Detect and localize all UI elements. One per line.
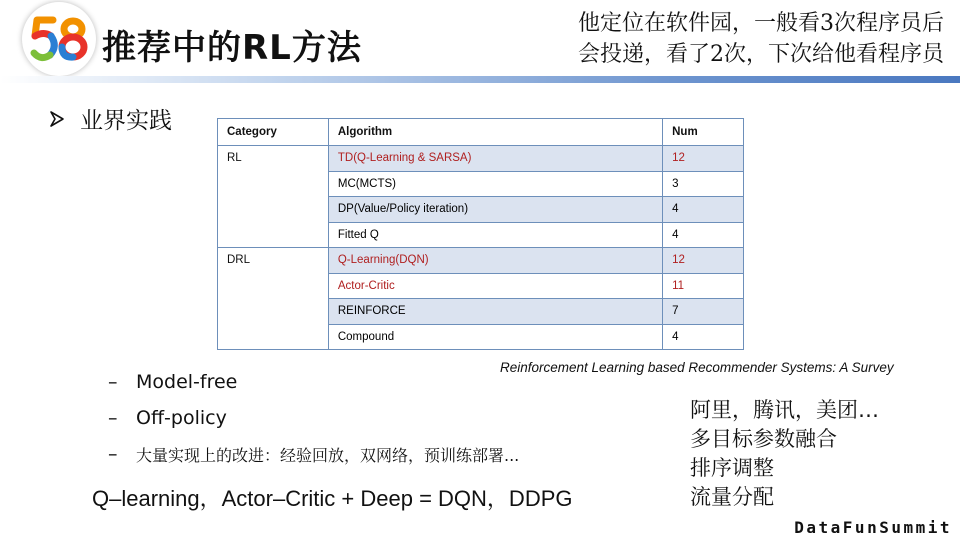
- algorithm-cell: Compound: [328, 324, 662, 350]
- algorithm-cell: REINFORCE: [328, 299, 662, 325]
- bullet-text: 大量实现上的改进：经验回放，双网络，预训练部署...: [136, 445, 520, 465]
- algorithm-cell: Actor-Critic: [328, 273, 662, 299]
- logo: [22, 2, 96, 76]
- bullet-text: Model-free: [136, 371, 238, 393]
- list-item: [108, 400, 519, 436]
- brand-watermark: DataFunSummit: [794, 518, 952, 537]
- algorithm-cell: Fitted Q: [328, 222, 662, 248]
- arrow-bullet-icon: [48, 110, 66, 128]
- num-cell: 3: [663, 171, 744, 197]
- company-applications: [690, 396, 879, 512]
- algorithm-cell: MC(MCTS): [328, 171, 662, 197]
- list-item: [108, 364, 519, 400]
- company-line: 阿里，腾讯，美团…: [690, 398, 879, 422]
- table-row: [218, 248, 744, 274]
- num-cell: 4: [663, 197, 744, 223]
- bullet-dash: –: [108, 371, 118, 393]
- citation: Reinforcement Learning based Recommender Systems: A Survey: [500, 360, 894, 375]
- header-note: [524, 8, 944, 70]
- header-category: Category: [218, 119, 329, 146]
- algorithm-table: [217, 118, 744, 350]
- bullet-list: [108, 364, 519, 472]
- num-cell: 7: [663, 299, 744, 325]
- header-note-line-2: 会投递，看了2次，下次给他看程序员: [578, 42, 944, 67]
- algorithm-cell: TD(Q-Learning & SARSA): [328, 146, 662, 172]
- company-line: 排序调整: [690, 456, 774, 480]
- num-cell: 11: [663, 273, 744, 299]
- table-header-row: [218, 119, 744, 146]
- section-heading-label: 业界实践: [80, 108, 172, 134]
- header-note-line-1: 他定位在软件园，一般看3次程序员后: [578, 11, 944, 36]
- algorithm-cell: DP(Value/Policy iteration): [328, 197, 662, 223]
- header-num: Num: [663, 119, 744, 146]
- category-cell-drl: DRL: [218, 248, 329, 350]
- bullet-dash: –: [108, 407, 118, 429]
- formula-text: Q–learning，Actor–Critic + Deep = DQN，DDPG: [92, 486, 573, 511]
- page-title: 推荐中的RL方法: [102, 28, 362, 68]
- section-heading: [48, 102, 172, 135]
- logo-58-graphic: [22, 2, 96, 76]
- table-row: [218, 146, 744, 172]
- num-cell: 12: [663, 146, 744, 172]
- header-divider-bar: [0, 76, 960, 83]
- bullet-dash: –: [108, 443, 118, 465]
- num-cell: 4: [663, 222, 744, 248]
- category-cell-rl: RL: [218, 146, 329, 248]
- list-item: [108, 436, 519, 472]
- header-algorithm: Algorithm: [328, 119, 662, 146]
- num-cell: 12: [663, 248, 744, 274]
- num-cell: 4: [663, 324, 744, 350]
- company-line: 流量分配: [690, 485, 774, 509]
- company-line: 多目标参数融合: [690, 427, 837, 451]
- algorithm-cell: Q-Learning(DQN): [328, 248, 662, 274]
- bullet-text: Off-policy: [136, 407, 227, 429]
